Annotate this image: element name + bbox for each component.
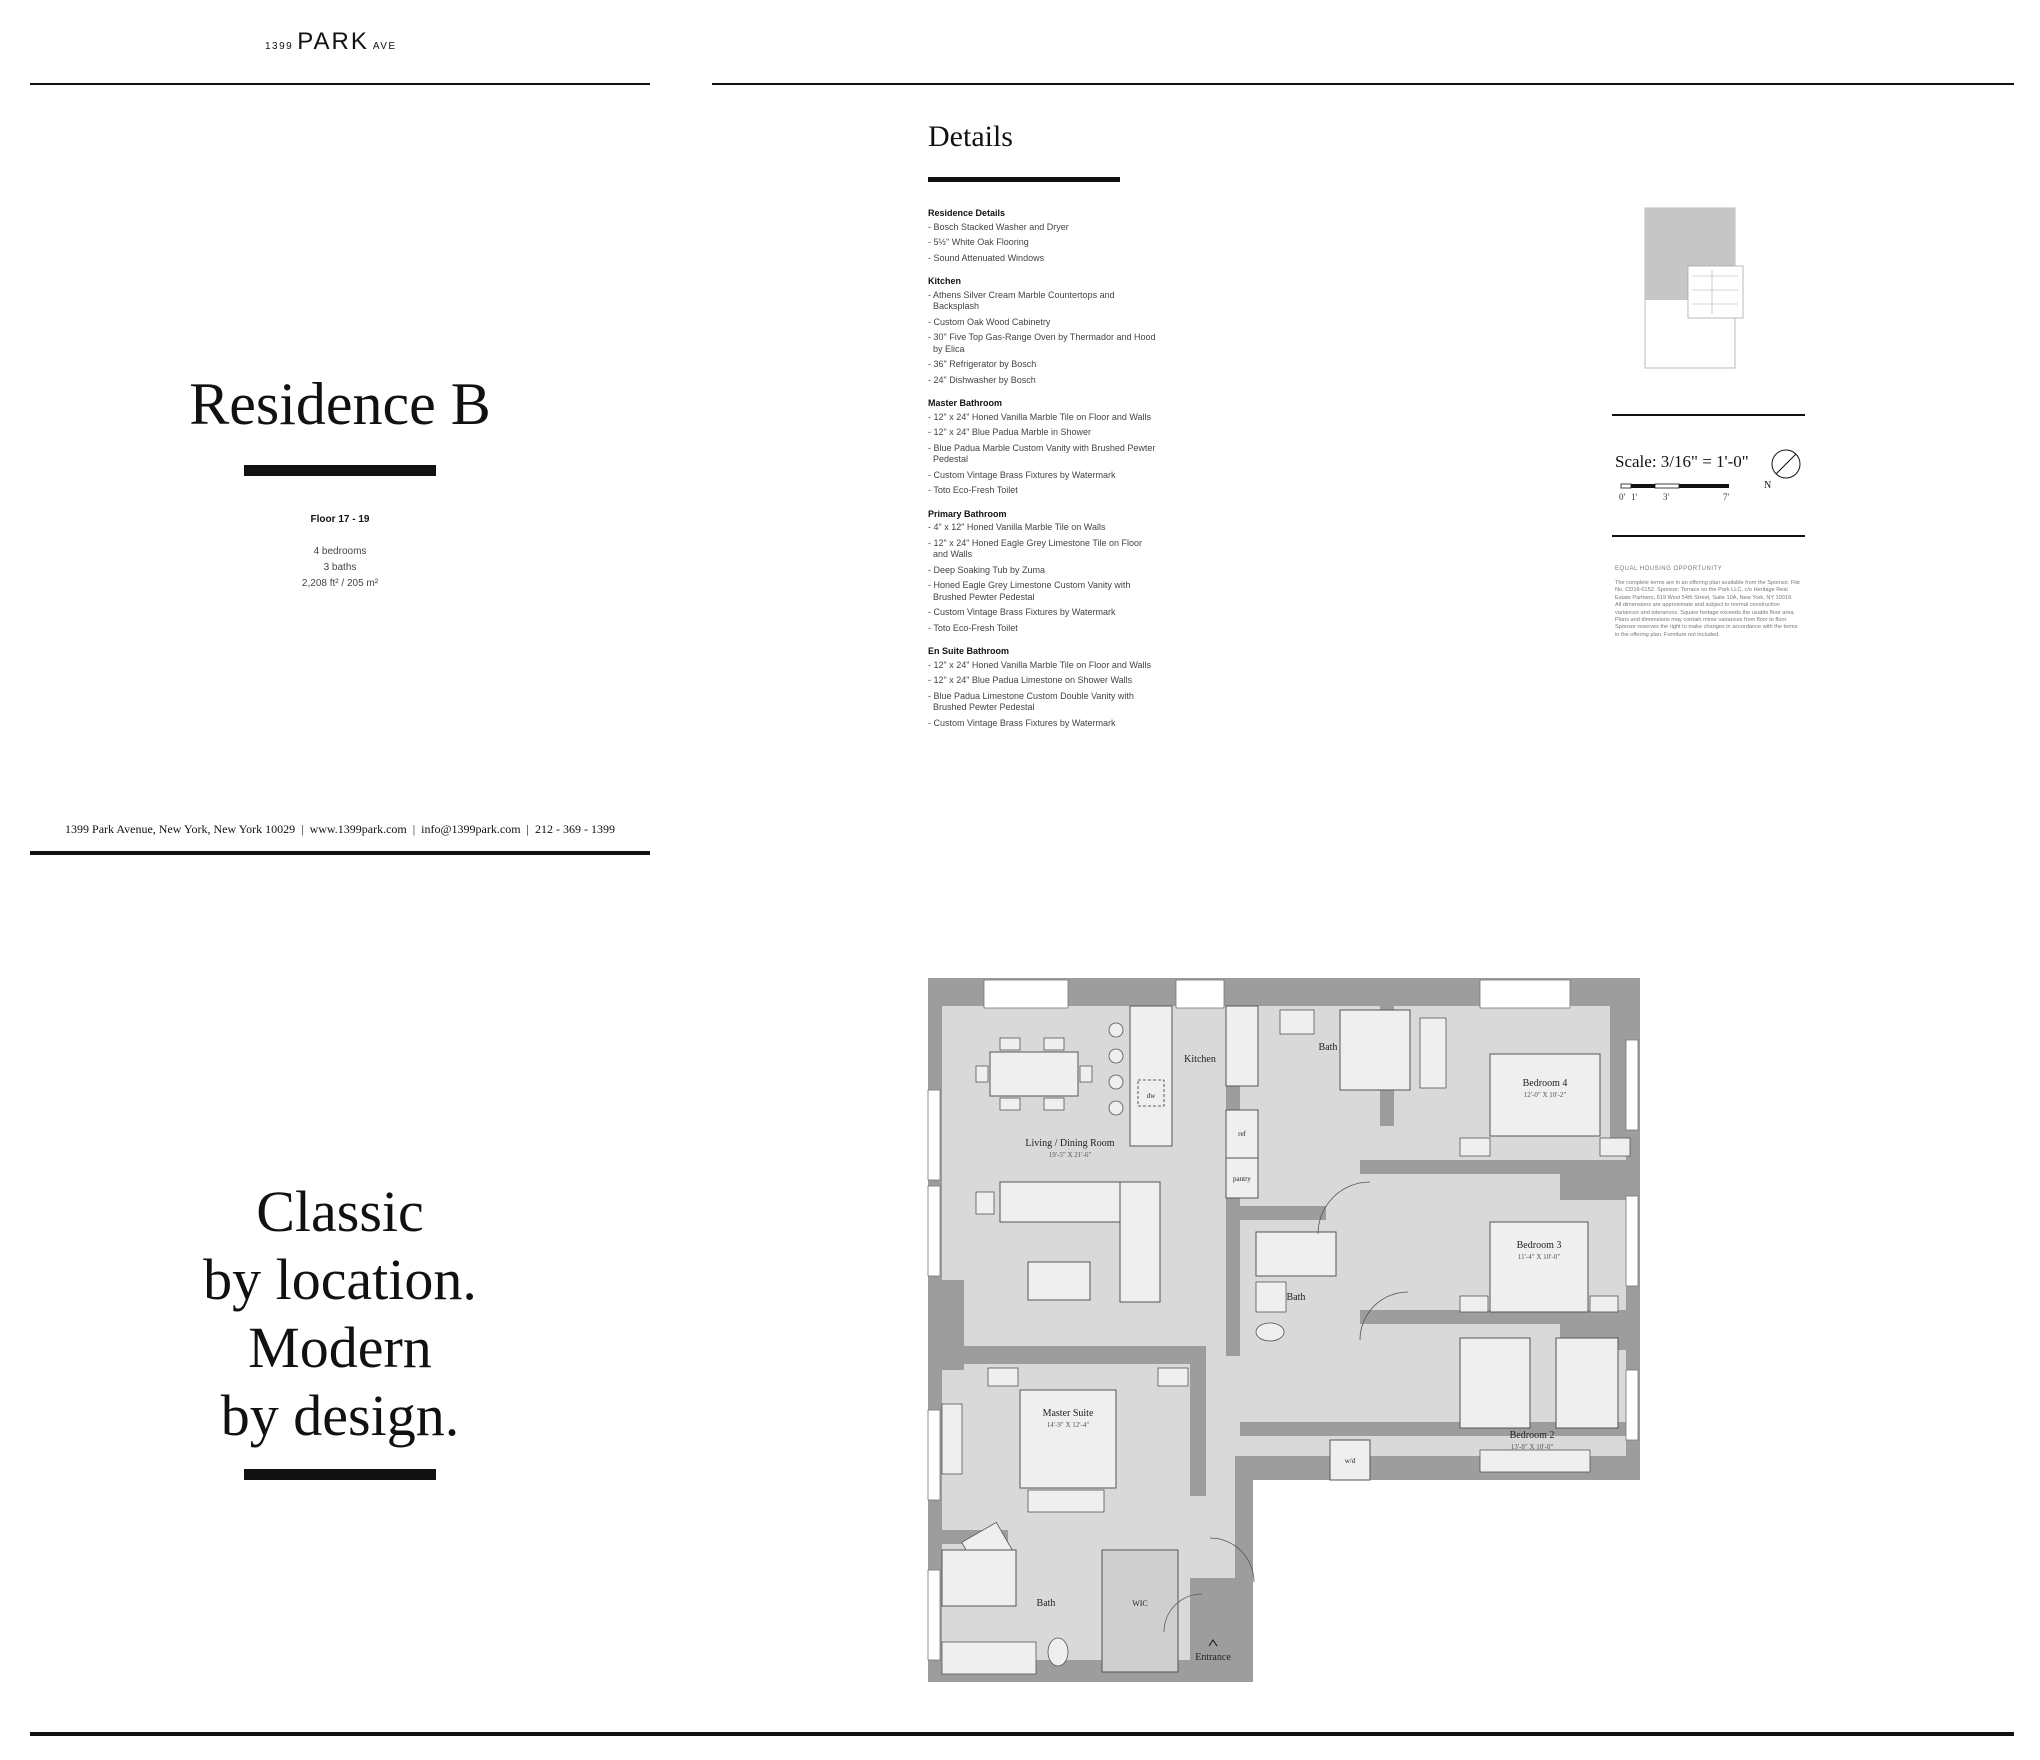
details-item: - Toto Eco-Fresh Toilet bbox=[928, 622, 1018, 633]
email-link[interactable]: info@1399park.com bbox=[421, 822, 521, 836]
details-heading-rule bbox=[928, 177, 1120, 182]
details-list bbox=[928, 208, 1158, 741]
north-arrow-icon bbox=[1762, 446, 1808, 490]
details-item: - Custom Vintage Brass Fixtures by Watermark bbox=[928, 717, 1116, 728]
scale-tick-3: 3' bbox=[1663, 492, 1670, 502]
details-item: - 5½" White Oak Flooring bbox=[928, 237, 1029, 247]
details-item: - 12" x 24" Blue Padua Limestone on Shower Walls bbox=[928, 675, 1133, 685]
label-dw: dw bbox=[1146, 1092, 1156, 1100]
label-wd: w/d bbox=[1344, 1457, 1356, 1465]
details-section-title: En Suite Bathroom bbox=[928, 646, 1010, 656]
label-bath-mid: Bath bbox=[1286, 1292, 1306, 1303]
details-item: - 12" x 24" Honed Vanilla Marble Tile on Floor and Walls bbox=[928, 659, 1151, 670]
details-item: - Blue Padua Marble Custom Vanity with Brushed Pewter Pedestal bbox=[928, 442, 1156, 464]
legal-disclaimer: The complete terms are in an offering plan available from the Sponsor. File No. CD16-0152. Sponsor: Terrace on the Park LLC, c/o Heritage Real Estate Partners, 619 West 54th Street, Suite 10A, New York, NY 10019. All dimensions are approximate and subject to normal construction variances and tolerances. Square footage exceeds the usable floor area. Plans and dimensions may contain minor variances from floor to floor. Sponsor reserves the right to make changes in accordance with the terms in the offering plan. Furniture not included. bbox=[1615, 580, 1800, 638]
details-item: - 30" Five Top Gas-Range Oven by Thermador and Hood by Elica bbox=[928, 332, 1156, 354]
brand-name: PARK bbox=[297, 28, 369, 55]
details-section-title: Master Bathroom bbox=[928, 398, 1003, 408]
details-item: - 36" Refrigerator by Bosch bbox=[928, 359, 1037, 369]
label-bedroom-2: Bedroom 2 bbox=[1509, 1430, 1555, 1441]
brand-logo bbox=[265, 28, 415, 58]
phone: 212 - 369 - 1399 bbox=[534, 822, 615, 836]
bath-count: 3 baths bbox=[323, 562, 357, 573]
tagline-line-3: Modern bbox=[248, 1315, 432, 1380]
label-bedroom-4: Bedroom 4 bbox=[1522, 1078, 1568, 1089]
details-section bbox=[928, 398, 1158, 497]
details-item: - Custom Vintage Brass Fixtures by Watermark bbox=[928, 469, 1116, 480]
bedroom-count: 4 bedrooms bbox=[313, 546, 367, 557]
brand-number: 1399 bbox=[265, 41, 294, 52]
scale-tick-1: 1' bbox=[1631, 492, 1638, 502]
details-item: - Bosch Stacked Washer and Dryer bbox=[928, 221, 1069, 232]
contact-footer bbox=[30, 822, 650, 837]
scale-label: Scale: 3/16" = 1'-0" bbox=[1615, 452, 1749, 471]
residence-title: Residence B bbox=[189, 371, 491, 437]
details-section bbox=[928, 646, 1158, 729]
label-ref: ref bbox=[1238, 1130, 1246, 1138]
top-rule-right bbox=[712, 83, 2014, 85]
floor-plan bbox=[920, 970, 1640, 1690]
left-panel-bottom-rule bbox=[30, 851, 650, 855]
details-item: - Blue Padua Limestone Custom Double Vanity with Brushed Pewter Pedestal bbox=[928, 690, 1134, 712]
brand-suffix: AVE bbox=[372, 41, 397, 52]
details-section bbox=[928, 208, 1158, 264]
scale-tick-7: 7' bbox=[1723, 492, 1730, 502]
label-living: Living / Dining Room bbox=[1025, 1138, 1115, 1149]
area: 2,208 ft² / 205 m² bbox=[301, 578, 379, 589]
details-item: - 12" x 24" Honed Eagle Grey Limestone Tile on Floor and Walls bbox=[928, 537, 1143, 559]
separator: | bbox=[412, 822, 416, 836]
tagline-underline bbox=[244, 1469, 436, 1480]
label-bath-master: Bath bbox=[1036, 1598, 1056, 1609]
scale-bottom-rule bbox=[1612, 535, 1805, 537]
details-item: - Deep Soaking Tub by Zuma bbox=[928, 564, 1046, 575]
tagline-line-2: by location. bbox=[203, 1247, 477, 1312]
label-living-dim: 19'-5" X 21'-6" bbox=[1048, 1151, 1092, 1159]
details-section bbox=[928, 276, 1158, 386]
separator: | bbox=[301, 822, 304, 836]
key-plan bbox=[1630, 200, 1750, 380]
label-bedroom-3-dim: 11'-4" X 10'-0" bbox=[1517, 1253, 1561, 1261]
title-underline bbox=[244, 465, 436, 476]
tagline-line-1: Classic bbox=[256, 1179, 424, 1244]
tagline-line-4: by design. bbox=[220, 1383, 460, 1448]
details-item: - Custom Oak Wood Cabinetry bbox=[928, 316, 1051, 327]
label-wic: WIC bbox=[1132, 1599, 1148, 1608]
scale-tick-0: 0' bbox=[1619, 492, 1626, 502]
label-master-suite-dim: 14'-9" X 12'-4" bbox=[1046, 1421, 1090, 1429]
tagline bbox=[30, 1178, 650, 1450]
top-rule-left bbox=[30, 83, 650, 85]
label-bedroom-2-dim: 13'-8" X 10'-0" bbox=[1510, 1443, 1554, 1451]
details-item: - Sound Attenuated Windows bbox=[928, 252, 1045, 263]
details-item: - 4" x 12" Honed Vanilla Marble Tile on Walls bbox=[928, 522, 1106, 532]
website-link[interactable]: www.1399park.com bbox=[309, 822, 407, 836]
equal-housing-heading: EQUAL HOUSING OPPORTUNITY bbox=[1615, 566, 1723, 572]
label-bedroom-4-dim: 12'-0" X 10'-2" bbox=[1523, 1091, 1567, 1099]
page-bottom-rule bbox=[30, 1732, 2014, 1736]
details-item: - 12" x 24" Honed Vanilla Marble Tile on Floor and Walls bbox=[928, 411, 1151, 422]
scale-bar bbox=[1615, 478, 1735, 506]
address: 1399 Park Avenue, New York, New York 10029 bbox=[65, 822, 296, 836]
details-item: - Custom Vintage Brass Fixtures by Watermark bbox=[928, 607, 1116, 617]
label-bath-top: Bath bbox=[1318, 1042, 1338, 1053]
separator: | bbox=[526, 822, 529, 836]
floor-range: Floor 17 - 19 bbox=[310, 514, 370, 525]
details-section-title: Kitchen bbox=[928, 276, 962, 286]
details-item: - Athens Silver Cream Marble Countertops and Backsplash bbox=[928, 289, 1115, 311]
details-section bbox=[928, 509, 1158, 635]
north-label: N bbox=[1764, 480, 1772, 490]
scale-top-rule bbox=[1612, 414, 1805, 416]
residence-stats bbox=[30, 544, 650, 592]
label-bedroom-3: Bedroom 3 bbox=[1516, 1240, 1562, 1251]
label-pantry: pantry bbox=[1233, 1175, 1251, 1183]
details-section-title: Residence Details bbox=[928, 208, 1006, 218]
key-plan-core bbox=[1688, 266, 1743, 318]
details-item: - 24" Dishwasher by Bosch bbox=[928, 374, 1036, 385]
details-item: - Honed Eagle Grey Limestone Custom Vanity with Brushed Pewter Pedestal bbox=[928, 580, 1131, 602]
details-item: - Toto Eco-Fresh Toilet bbox=[928, 485, 1018, 495]
details-item: - 12" x 24" Blue Padua Marble in Shower bbox=[928, 427, 1091, 437]
details-heading: Details bbox=[928, 120, 1013, 153]
label-master-suite: Master Suite bbox=[1042, 1408, 1094, 1419]
label-kitchen: Kitchen bbox=[1184, 1054, 1216, 1065]
label-entrance: Entrance bbox=[1195, 1652, 1231, 1663]
details-section-title: Primary Bathroom bbox=[928, 508, 1007, 519]
